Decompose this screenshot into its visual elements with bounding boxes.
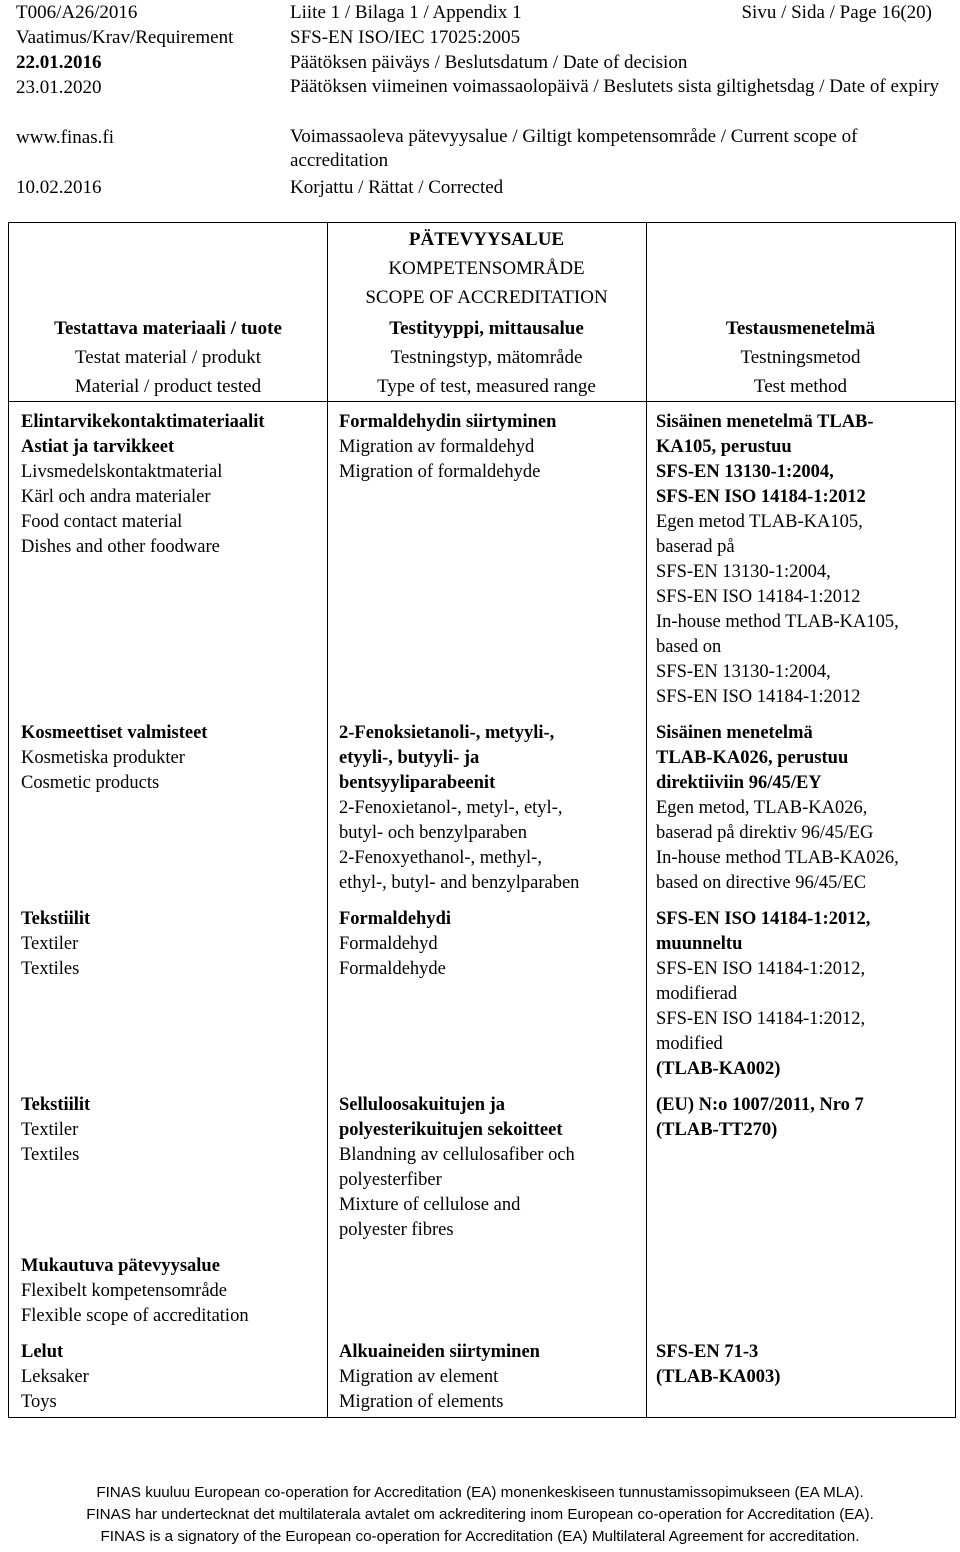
document-footer [0,1482,960,1548]
finas-website[interactable]: www.finas.fi [16,127,114,148]
header-divider [9,401,955,402]
expiry-date: 23.01.2020 [16,77,102,98]
table-row-4-test: Selluloosakuitujen ja polyesterikuitujen sekoitteet Blandning av cellulosafiber och polyesterfiber Mixture of cellulose and polyester fibres [339,1095,575,1240]
corrected-date: 10.02.2016 [16,177,102,198]
table-row-3-test: Formaldehydi Formaldehyd Formaldehyde [339,909,452,979]
header-row-3 [0,50,960,76]
header-row-5 [0,125,960,171]
column-header-test-type: Testityyppi, mittausalue Testningstyp, mätområde Type of test, measured range [377,318,596,397]
decision-date: 22.01.2016 [16,52,102,73]
table-row-1-material: Elintarvikekontaktimateriaalit Astiat ja tarvikkeet Livsmedelskontaktmaterial Kärl och andra materialer Food contact material Dishes and other foodware [21,412,265,557]
table-row-4-method: (EU) N:o 1007/2011, Nro 7 (TLAB-TT270) [656,1095,864,1140]
column-header-material: Testattava materiaali / tuote Testat material / produkt Material / product tested [54,318,282,397]
table-row-2-test: 2-Fenoksietanoli-, metyyli-, etyyli-, butyyli- ja bentsyyliparabeenit 2-Fenoxietanol-, metyl-, etyl-, butyl- och benzylparaben 2-Fenoxyethanol-, methyl-, ethyl-, butyl- and benzylparaben [339,723,580,893]
table-row-5-material: Mukautuva pätevyysalue Flexibelt kompetensområde Flexible scope of accreditation [21,1256,249,1326]
table-row-6-material: Lelut Leksaker Toys [21,1342,89,1412]
footer-line-en: FINAS is a signatory of the European co-operation for Accreditation (EA) Multilateral Agreement for accreditation. [100,1528,860,1545]
decision-date-label: Päätöksen päiväys / Beslutsdatum / Date of decision [290,52,688,73]
table-row-4-material: Tekstiilit Textiler Textiles [21,1095,91,1165]
table-row-3-material: Tekstiilit Textiler Textiles [21,909,91,979]
header-row-2 [0,25,960,51]
requirement-standard: SFS-EN ISO/IEC 17025:2005 [290,27,521,48]
table-row-6-test: Alkuaineiden siirtyminen Migration av element Migration of elements [339,1342,540,1412]
table-row-6-method: SFS-EN 71-3 (TLAB-KA003) [656,1342,781,1387]
header-row-6 [0,175,960,201]
header-row-4 [0,75,960,101]
table-row-1-method: Sisäinen menetelmä TLAB- KA105, perustuu SFS-EN 13130-1:2004, SFS-EN ISO 14184-1:2012 Egen metod TLAB-KA105, baserad på SFS-EN 13130-1:2004, SFS-EN ISO 14184-1:2012 In-house method TLAB-KA105, based on SFS-EN 13130-1:2004, SFS-EN ISO 14184-1:2012 [656,412,899,707]
table-row-3-method: SFS-EN ISO 14184-1:2012, muunneltu SFS-EN ISO 14184-1:2012, modifierad SFS-EN ISO 14184-1:2012, modified (TLAB-KA002) [656,909,871,1079]
column-divider-1 [327,223,328,1417]
table-row-2-method: Sisäinen menetelmä TLAB-KA026, perustuu direktiiviin 96/45/EY Egen metod, TLAB-KA026, baserad på direktiv 96/45/EG In-house method TLAB-KA026, based on directive 96/45/EC [656,723,899,893]
scope-title: PÄTEVYYSALUE KOMPETENSOMRÅDE SCOPE OF ACCREDITATION [365,229,608,308]
table-row-1-test: Formaldehydin siirtyminen Migration av formaldehyd Migration of formaldehyde [339,412,557,482]
expiry-date-label: Päätöksen viimeinen voimassaolopäivä / Beslutets sista giltighetsdag / Date of expiry [290,76,940,97]
table-row-2-material: Kosmeettiset valmisteet Kosmetiska produkter Cosmetic products [21,723,208,793]
corrected-label: Korjattu / Rättat / Corrected [290,177,504,198]
footer-line-sv: FINAS har undertecknat det multilaterala avtalet om ackreditering inom European co-operation for Accreditation (EA). [86,1506,874,1523]
column-header-test-method: Testausmenetelmä Testningsmetod Test method [725,318,876,397]
requirement-label: Vaatimus/Krav/Requirement [16,27,234,48]
header-row-1 [0,0,960,26]
footer-line-fi: FINAS kuuluu European co-operation for Accreditation (EA) monenkeskiseen tunnustamissopimukseen (EA MLA). [96,1484,864,1501]
column-divider-2 [646,223,647,1417]
current-scope-label: Voimassaoleva pätevyysalue / Giltigt kompetensområde / Current scope of accreditation [290,126,858,171]
document-id: T006/A26/2016 [16,2,138,23]
scope-table [8,222,956,1418]
page-number: Sivu / Sida / Page 16(20) [741,2,932,23]
appendix-label: Liite 1 / Bilaga 1 / Appendix 1 [290,2,522,23]
